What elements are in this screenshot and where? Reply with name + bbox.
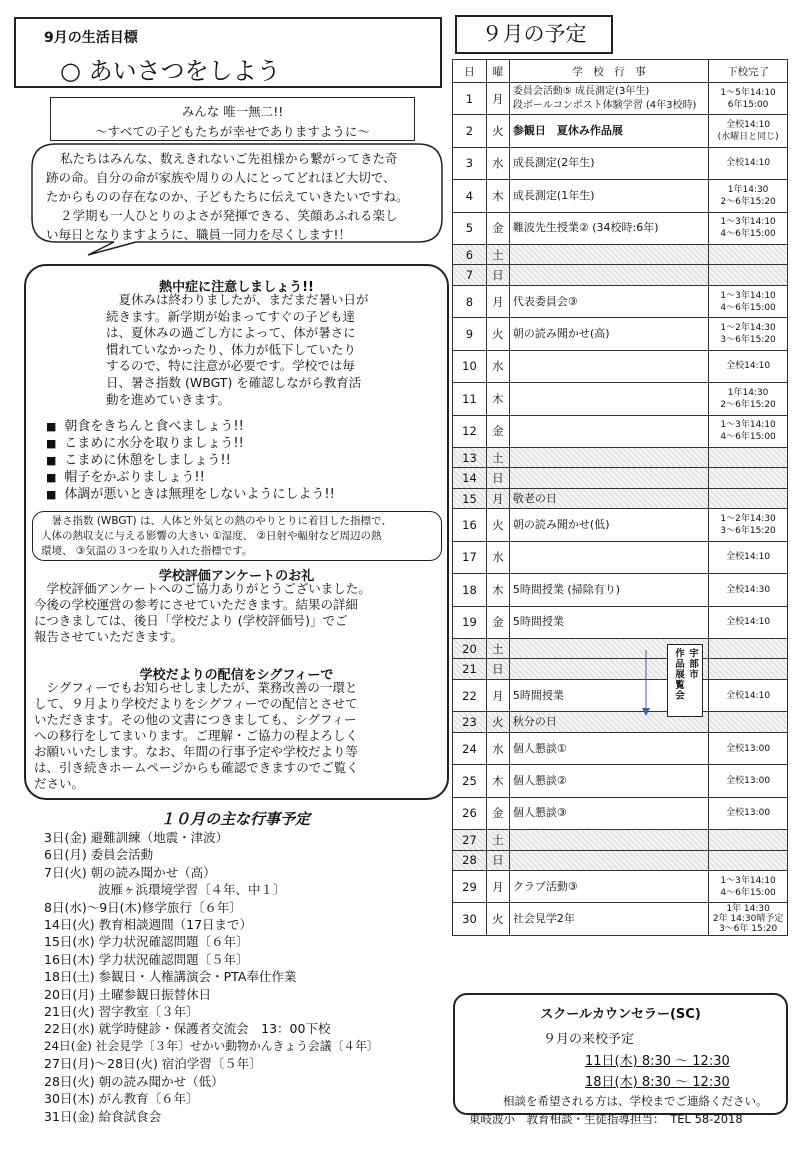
dismissal-time: 2～6年15:20 bbox=[720, 196, 776, 207]
schedule-event bbox=[509, 797, 708, 829]
heat-line: 夏休みは終わりましたが、まだまだ暑い日が bbox=[118, 292, 369, 307]
schedule-weekday: 金 bbox=[486, 606, 509, 638]
schedule-dismissal bbox=[709, 712, 788, 733]
schedule-row bbox=[453, 115, 788, 147]
schedule-dismissal bbox=[709, 468, 788, 489]
schedule-day: 27 bbox=[453, 830, 487, 851]
schedule-event bbox=[509, 383, 708, 415]
sigfy-line: への移行をしてまいります。ご理解・ご協力の程よろしく bbox=[34, 728, 359, 743]
dismissal-time: 全校14:10 bbox=[726, 120, 771, 131]
schedule-dismissal bbox=[709, 212, 788, 244]
schedule-row bbox=[453, 318, 788, 350]
sigfy-line: は、引き続きホームページからも確認できますのでご覧く bbox=[34, 760, 359, 775]
schedule-weekday: 土 bbox=[486, 830, 509, 851]
schedule-row bbox=[453, 574, 788, 606]
schedule-row bbox=[453, 265, 788, 286]
survey-body bbox=[34, 581, 444, 645]
event-text: 個人懇談③ bbox=[512, 806, 567, 820]
schedule-row bbox=[453, 638, 788, 659]
schedule-weekday: 火 bbox=[486, 509, 509, 541]
sigfy-title: 学校だよりの配信をシグフィーで bbox=[139, 668, 334, 683]
schedule-day: 29 bbox=[453, 871, 487, 903]
schedule-weekday: 土 bbox=[486, 447, 509, 468]
dismissal-time: 1年14:30 bbox=[727, 387, 769, 398]
schedule-event bbox=[509, 850, 708, 871]
heat-line: するので、特に注意が必要です。学校では毎 bbox=[106, 358, 355, 374]
check-item: ■ 体調が悪いときは無理をしないようにしよう!! bbox=[46, 486, 440, 503]
schedule-day: 1 bbox=[453, 83, 487, 115]
heat-title: 熱中症に注意しましょう!! bbox=[159, 280, 314, 295]
schedule-day: 15 bbox=[453, 488, 487, 509]
bubble-text bbox=[46, 149, 440, 244]
counselor-note: 相談を希望される方は、学校までご連絡ください。 bbox=[503, 1094, 768, 1108]
sigfy-line: ださい。 bbox=[34, 776, 85, 791]
schedule-row bbox=[453, 606, 788, 638]
schedule-row bbox=[453, 244, 788, 265]
schedule-day: 25 bbox=[453, 765, 487, 797]
motto-line2: ～すべての子どもたちが幸せでありますように～ bbox=[95, 124, 370, 139]
schedule-weekday: 月 bbox=[486, 488, 509, 509]
dismissal-time: 全校13:00 bbox=[726, 808, 771, 819]
october-item: 波雁ヶ浜環境学習〔４年、中１〕 bbox=[44, 882, 286, 898]
schedule-row bbox=[453, 850, 788, 871]
survey-line: 学校評価アンケートへのご協力ありがとうございました。 bbox=[46, 581, 371, 596]
counselor-date: 18日(木) 8:30 ～ 12:30 bbox=[585, 1075, 730, 1090]
dismissal-time: 4～6年15:00 bbox=[720, 432, 776, 443]
schedule-event bbox=[509, 318, 708, 350]
schedule-dismissal bbox=[709, 679, 788, 711]
schedule-dismissal bbox=[709, 797, 788, 829]
dismissal-time: 1～3年14:10 bbox=[720, 420, 776, 431]
schedule-weekday: 火 bbox=[486, 318, 509, 350]
event-text: 5時間授業 bbox=[512, 615, 564, 629]
october-title: １０月の主な行事予定 bbox=[160, 810, 311, 828]
bubble-line: ２学期も一人ひとりのよさが発揮できる、笑顔あふれる楽し bbox=[60, 208, 398, 223]
heat-body bbox=[106, 292, 436, 408]
dismissal-time: 全校14:10 bbox=[726, 158, 771, 169]
event-text: 5時間授業 (掃除有り) bbox=[512, 582, 620, 596]
schedule-event bbox=[509, 488, 708, 509]
note-line: 環境、 ③気温の３つを取り入れた指標です。 bbox=[41, 545, 253, 557]
survey-line: 報告させていただきます。 bbox=[34, 629, 184, 644]
schedule-row bbox=[453, 712, 788, 733]
schedule-row bbox=[453, 903, 788, 935]
schedule-weekday: 日 bbox=[486, 659, 509, 680]
schedule-event bbox=[509, 147, 708, 179]
schedule-row bbox=[453, 732, 788, 764]
schedule-row bbox=[453, 83, 788, 115]
event-text: 朝の読み聞かせ(低) bbox=[512, 518, 610, 532]
dismissal-time: 1～2年14:30 bbox=[720, 323, 776, 334]
heat-line: は、夏休みの過ごし方によって、体が暑さに bbox=[106, 325, 356, 341]
exhibition-label-text: 作品展覧会 bbox=[673, 648, 684, 701]
schedule-event bbox=[509, 350, 708, 382]
dismissal-time: 2～6年15:20 bbox=[720, 399, 776, 410]
sigfy-line: お願いいたします。なお、年間の行事予定や学校だより等 bbox=[34, 744, 359, 759]
october-item: 28日(火) 朝の読み聞かせ（低） bbox=[44, 1073, 224, 1089]
schedule-dismissal bbox=[709, 285, 788, 317]
schedule-dismissal bbox=[709, 541, 788, 573]
schedule-dismissal bbox=[709, 244, 788, 265]
survey-line: 今後の学校運営の参考にさせていただきます。結果の詳細 bbox=[34, 597, 359, 612]
dismissal-time: 1～5年14:10 bbox=[720, 87, 776, 98]
survey-title: 学校評価アンケートのお礼 bbox=[158, 569, 315, 584]
schedule-day: 26 bbox=[453, 797, 487, 829]
schedule-day: 17 bbox=[453, 541, 487, 573]
schedule-dismissal bbox=[709, 147, 788, 179]
schedule-weekday: 月 bbox=[486, 871, 509, 903]
dismissal-time: 4～6年15:00 bbox=[720, 229, 776, 240]
schedule-row bbox=[453, 659, 788, 680]
schedule-day: 2 bbox=[453, 115, 487, 147]
schedule-dismissal bbox=[709, 659, 788, 680]
counselor-box bbox=[453, 993, 788, 1126]
schedule-event bbox=[509, 83, 708, 115]
schedule-header-row bbox=[453, 60, 788, 83]
schedule-weekday: 日 bbox=[486, 850, 509, 871]
schedule-day: 30 bbox=[453, 903, 487, 935]
schedule-title: ９月の予定 bbox=[481, 22, 587, 46]
schedule-weekday: 月 bbox=[486, 83, 509, 115]
schedule-event bbox=[509, 871, 708, 903]
schedule-row bbox=[453, 679, 788, 711]
dismissal-time: 1～2年14:30 bbox=[720, 514, 776, 525]
heat-line: 慣れていなかったり、体力が低下していたり bbox=[106, 341, 357, 357]
dismissal-time: 全校14:10 bbox=[726, 690, 771, 701]
event-text: 朝の読み聞かせ(高) bbox=[512, 327, 610, 341]
goal-box bbox=[14, 17, 442, 88]
dismissal-time: 全校13:00 bbox=[726, 775, 771, 786]
dismissal-time: (水曜日と同じ) bbox=[717, 132, 779, 143]
schedule-event bbox=[509, 285, 708, 317]
october-item: 24日(金) 社会見学〔３年〕せかい動物かんきょう会議〔４年〕 bbox=[44, 1038, 379, 1053]
schedule-day: 10 bbox=[453, 350, 487, 382]
schedule-weekday: 日 bbox=[486, 468, 509, 489]
wbgt-note bbox=[32, 511, 442, 561]
schedule-event bbox=[509, 574, 708, 606]
event-text: 代表委員会③ bbox=[512, 294, 578, 308]
schedule-event bbox=[509, 732, 708, 764]
schedule-weekday: 土 bbox=[486, 244, 509, 265]
schedule-row bbox=[453, 509, 788, 541]
schedule-dismissal bbox=[709, 415, 788, 447]
october-item: 18日(土) 参観日・人権講演会・PTA奉仕作業 bbox=[44, 969, 297, 985]
schedule-dismissal bbox=[709, 871, 788, 903]
schedule-day: 19 bbox=[453, 606, 487, 638]
schedule-row bbox=[453, 830, 788, 851]
schedule-dismissal bbox=[709, 447, 788, 468]
october-item: 8日(水)～9日(木)修学旅行〔６年〕 bbox=[44, 899, 242, 915]
schedule-day: 14 bbox=[453, 468, 487, 489]
dismissal-time: 1～3年14:10 bbox=[720, 875, 776, 886]
schedule-weekday: 水 bbox=[486, 732, 509, 764]
schedule-dismissal bbox=[709, 509, 788, 541]
october-item: 30日(木) がん教育〔６年〕 bbox=[44, 1091, 199, 1107]
schedule-event bbox=[509, 541, 708, 573]
heat-line: 動を進めていきます。 bbox=[106, 391, 231, 407]
schedule-row bbox=[453, 488, 788, 509]
dismissal-time: 全校14:10 bbox=[726, 361, 771, 372]
schedule-weekday: 金 bbox=[486, 212, 509, 244]
dismissal-time: 3～6年 15:20 bbox=[718, 924, 778, 935]
note-line: 暑さ指数 (WBGT) は、人体と外気との熱のやりとりに着目した指標で、 bbox=[51, 515, 392, 527]
event-text: クラブ活動③ bbox=[512, 879, 578, 893]
schedule-weekday: 火 bbox=[486, 903, 509, 935]
schedule-day: 18 bbox=[453, 574, 487, 606]
schedule-day: 20 bbox=[453, 638, 487, 659]
event-text: 個人懇談① bbox=[512, 741, 567, 755]
event-text: 段ボールコンポスト体験学習 (4年3校時) bbox=[512, 99, 697, 111]
event-text: 難波先生授業② (34校時:6年) bbox=[512, 221, 659, 235]
schedule-dismissal bbox=[709, 850, 788, 871]
schedule-row bbox=[453, 350, 788, 382]
schedule-dismissal bbox=[709, 180, 788, 212]
dismissal-time: 1年14:30 bbox=[727, 184, 769, 195]
october-item: 6日(月) 委員会活動 bbox=[44, 847, 154, 863]
october-item: 20日(月) 土曜参観日振替休日 bbox=[44, 986, 212, 1002]
schedule-weekday: 日 bbox=[486, 265, 509, 286]
schedule-dismissal bbox=[709, 638, 788, 659]
schedule-day: 6 bbox=[453, 244, 487, 265]
dismissal-time: 3～6年15:20 bbox=[720, 335, 776, 346]
schedule-weekday: 木 bbox=[486, 180, 509, 212]
october-item: 7日(火) 朝の読み聞かせ（高） bbox=[44, 864, 216, 880]
schedule-day: 8 bbox=[453, 285, 487, 317]
schedule-day: 16 bbox=[453, 509, 487, 541]
schedule-day: 12 bbox=[453, 415, 487, 447]
schedule-event bbox=[509, 606, 708, 638]
schedule-weekday: 金 bbox=[486, 415, 509, 447]
dismissal-time: 4～6年15:00 bbox=[720, 302, 776, 313]
schedule-day: 21 bbox=[453, 659, 487, 680]
schedule-row bbox=[453, 871, 788, 903]
october-item: 21日(火) 習字教室〔３年〕 bbox=[44, 1004, 199, 1020]
schedule-row bbox=[453, 383, 788, 415]
check-item: ■ 帽子をかぶりましょう!! bbox=[46, 469, 440, 486]
schedule-event bbox=[509, 244, 708, 265]
heat-line: 日、暑さ指数 (WBGT) を確認しながら教育活 bbox=[106, 374, 362, 390]
schedule-title-box bbox=[455, 15, 613, 54]
schedule-day: 22 bbox=[453, 679, 487, 711]
dismissal-time: 全校14:10 bbox=[726, 552, 771, 563]
note-line: 人体の熱収支に与える影響の大きい ①湿度、 ②日射や輻射など周辺の熱 bbox=[41, 530, 382, 542]
event-text: 委員会活動⑤ 成長測定(3年生) bbox=[512, 85, 650, 97]
schedule-dismissal bbox=[709, 732, 788, 764]
bubble-line: たからものの存在なのか、子どもたちに伝えていきたいですね。 bbox=[46, 189, 409, 204]
schedule-event bbox=[509, 468, 708, 489]
event-text: 秋分の日 bbox=[512, 715, 557, 729]
schedule-weekday: 火 bbox=[486, 115, 509, 147]
schedule-day: 23 bbox=[453, 712, 487, 733]
dismissal-time: 全校14:10 bbox=[726, 617, 771, 628]
motto-box bbox=[50, 97, 415, 141]
schedule-table bbox=[452, 59, 788, 936]
sigfy-line: いただきます。その他の文書につきましても、シグフィー bbox=[34, 712, 357, 727]
event-text: 社会見学2年 bbox=[512, 912, 575, 926]
check-item: ■ こまめに休憩をしましょう!! bbox=[46, 452, 440, 469]
schedule-row bbox=[453, 147, 788, 179]
schedule-row bbox=[453, 180, 788, 212]
schedule-event bbox=[509, 115, 708, 147]
schedule-dismissal bbox=[709, 115, 788, 147]
goal-text: ○ あいさつをしよう bbox=[60, 57, 281, 85]
bubble-line: い毎日となりますように、職員一同力を尽くします!！ bbox=[46, 227, 352, 242]
dismissal-time: 1～3年14:10 bbox=[720, 217, 776, 228]
schedule-weekday: 木 bbox=[486, 383, 509, 415]
event-text: 5時間授業 bbox=[512, 688, 564, 702]
schedule-event bbox=[509, 265, 708, 286]
schedule-event bbox=[509, 765, 708, 797]
survey-line: につきましては、後日「学校だより (学校評価号)」でご bbox=[34, 613, 348, 628]
dismissal-time: 3～6年15:20 bbox=[720, 526, 776, 537]
schedule-row bbox=[453, 415, 788, 447]
schedule-dismissal bbox=[709, 606, 788, 638]
schedule-day: 5 bbox=[453, 212, 487, 244]
sigfy-line: シグフィーでもお知らせしましたが、業務改善の一環と bbox=[46, 680, 358, 695]
dismissal-time: 1年 14:30 bbox=[726, 904, 770, 915]
schedule-weekday: 月 bbox=[486, 679, 509, 711]
dismissal-time: 全校14:30 bbox=[726, 584, 771, 595]
schedule-weekday: 火 bbox=[486, 712, 509, 733]
header-day: 日 bbox=[453, 60, 487, 83]
schedule-day: 24 bbox=[453, 732, 487, 764]
schedule-dismissal bbox=[709, 383, 788, 415]
schedule-day: 3 bbox=[453, 147, 487, 179]
schedule-event bbox=[509, 180, 708, 212]
event-text: 成長測定(1年生) bbox=[512, 188, 595, 202]
dismissal-time: 全校13:00 bbox=[726, 743, 771, 754]
schedule-dismissal bbox=[709, 265, 788, 286]
october-item: 3日(金) 避難訓練（地震・津波） bbox=[44, 830, 229, 845]
schedule-weekday: 土 bbox=[486, 638, 509, 659]
heat-checklist bbox=[40, 418, 440, 503]
schedule-dismissal bbox=[709, 488, 788, 509]
schedule-row bbox=[453, 797, 788, 829]
schedule-row bbox=[453, 285, 788, 317]
schedule-day: 7 bbox=[453, 265, 487, 286]
schedule-dismissal bbox=[709, 830, 788, 851]
header-weekday: 曜 bbox=[486, 60, 509, 83]
schedule-row bbox=[453, 447, 788, 468]
event-text: 成長測定(2年生) bbox=[512, 156, 595, 170]
schedule-day: 11 bbox=[453, 383, 487, 415]
schedule-event bbox=[509, 830, 708, 851]
exhibition-label bbox=[667, 644, 703, 717]
counselor-subtitle: ９月の来校予定 bbox=[543, 1032, 635, 1047]
schedule-weekday: 金 bbox=[486, 797, 509, 829]
exhibition-arrow-icon bbox=[640, 648, 652, 718]
schedule-dismissal bbox=[709, 765, 788, 797]
october-item: 15日(水) 学力状況確認問題〔６年〕 bbox=[44, 934, 249, 950]
schedule-weekday: 水 bbox=[486, 147, 509, 179]
dismissal-time: 1～3年14:10 bbox=[720, 290, 776, 301]
schedule-dismissal bbox=[709, 903, 788, 935]
schedule-weekday: 木 bbox=[486, 574, 509, 606]
check-item: ■ こまめに水分を取りましょう!! bbox=[46, 435, 440, 452]
schedule-event bbox=[509, 415, 708, 447]
event-text: 敬老の日 bbox=[512, 491, 557, 505]
schedule-dismissal bbox=[709, 83, 788, 115]
schedule-row bbox=[453, 468, 788, 489]
schedule-weekday: 木 bbox=[486, 765, 509, 797]
counselor-title: スクールカウンセラー(SC) bbox=[540, 1007, 701, 1022]
october-item: 27日(月)～28日(火) 宿泊学習〔５年〕 bbox=[44, 1056, 262, 1072]
schedule-event bbox=[509, 509, 708, 541]
schedule-event bbox=[509, 212, 708, 244]
event-text: 参観日 夏休み作品展 bbox=[512, 124, 623, 138]
schedule-row bbox=[453, 212, 788, 244]
schedule-day: 13 bbox=[453, 447, 487, 468]
schedule-day: 4 bbox=[453, 180, 487, 212]
schedule-event bbox=[509, 447, 708, 468]
bubble-line: 私たちはみんな、数えきれないご先祖様から繋がってきた奇 bbox=[60, 151, 398, 166]
bubble-line: 跡の命。自分の命が家族や周りの人にとってどれほど大切で、 bbox=[46, 170, 396, 185]
counselor-contact: 東岐波小 教育相談・生徒指導担当： TEL 58-2018 bbox=[469, 1112, 743, 1126]
counselor-date: 11日(木) 8:30 ～ 12:30 bbox=[585, 1054, 730, 1069]
october-list bbox=[44, 829, 448, 1125]
exhibition-label-city: 宇部市 bbox=[687, 648, 698, 680]
schedule-weekday: 水 bbox=[486, 541, 509, 573]
sigfy-line: して、９月より学校だよりをシグフィーでの配信とさせて bbox=[34, 696, 358, 711]
schedule-event bbox=[509, 903, 708, 935]
schedule-day: 9 bbox=[453, 318, 487, 350]
header-event: 学 校 行 事 bbox=[509, 60, 708, 83]
schedule-dismissal bbox=[709, 350, 788, 382]
schedule-dismissal bbox=[709, 318, 788, 350]
schedule-dismissal bbox=[709, 574, 788, 606]
sigfy-body bbox=[34, 680, 444, 792]
schedule-day: 28 bbox=[453, 850, 487, 871]
schedule-weekday: 月 bbox=[486, 285, 509, 317]
october-item: 22日(水) 就学時健診・保護者交流会 13：00下校 bbox=[44, 1021, 331, 1037]
schedule-row bbox=[453, 541, 788, 573]
schedule-weekday: 水 bbox=[486, 350, 509, 382]
october-item: 16日(木) 学力状況確認問題〔５年〕 bbox=[44, 951, 249, 967]
check-item: ■ 朝食をきちんと食べましょう!! bbox=[46, 418, 440, 435]
october-item: 31日(金) 給食試食会 bbox=[44, 1108, 162, 1124]
motto-line1: みんな 唯一無二!! bbox=[181, 104, 284, 119]
dismissal-time: 4～6年15:00 bbox=[720, 887, 776, 898]
schedule-row bbox=[453, 765, 788, 797]
dismissal-time: 6年15:00 bbox=[727, 99, 769, 110]
header-dismissal: 下校完了 bbox=[709, 60, 788, 83]
dismissal-time: 2年 14:30晴予定 bbox=[712, 914, 784, 925]
october-item: 14日(火) 教育相談週間（17日まで） bbox=[44, 917, 253, 933]
heat-line: 続きます。新学期が始まってすぐの子ども達 bbox=[106, 308, 356, 324]
goal-heading: 9月の生活目標 bbox=[44, 30, 138, 46]
event-text: 個人懇談② bbox=[512, 773, 567, 787]
